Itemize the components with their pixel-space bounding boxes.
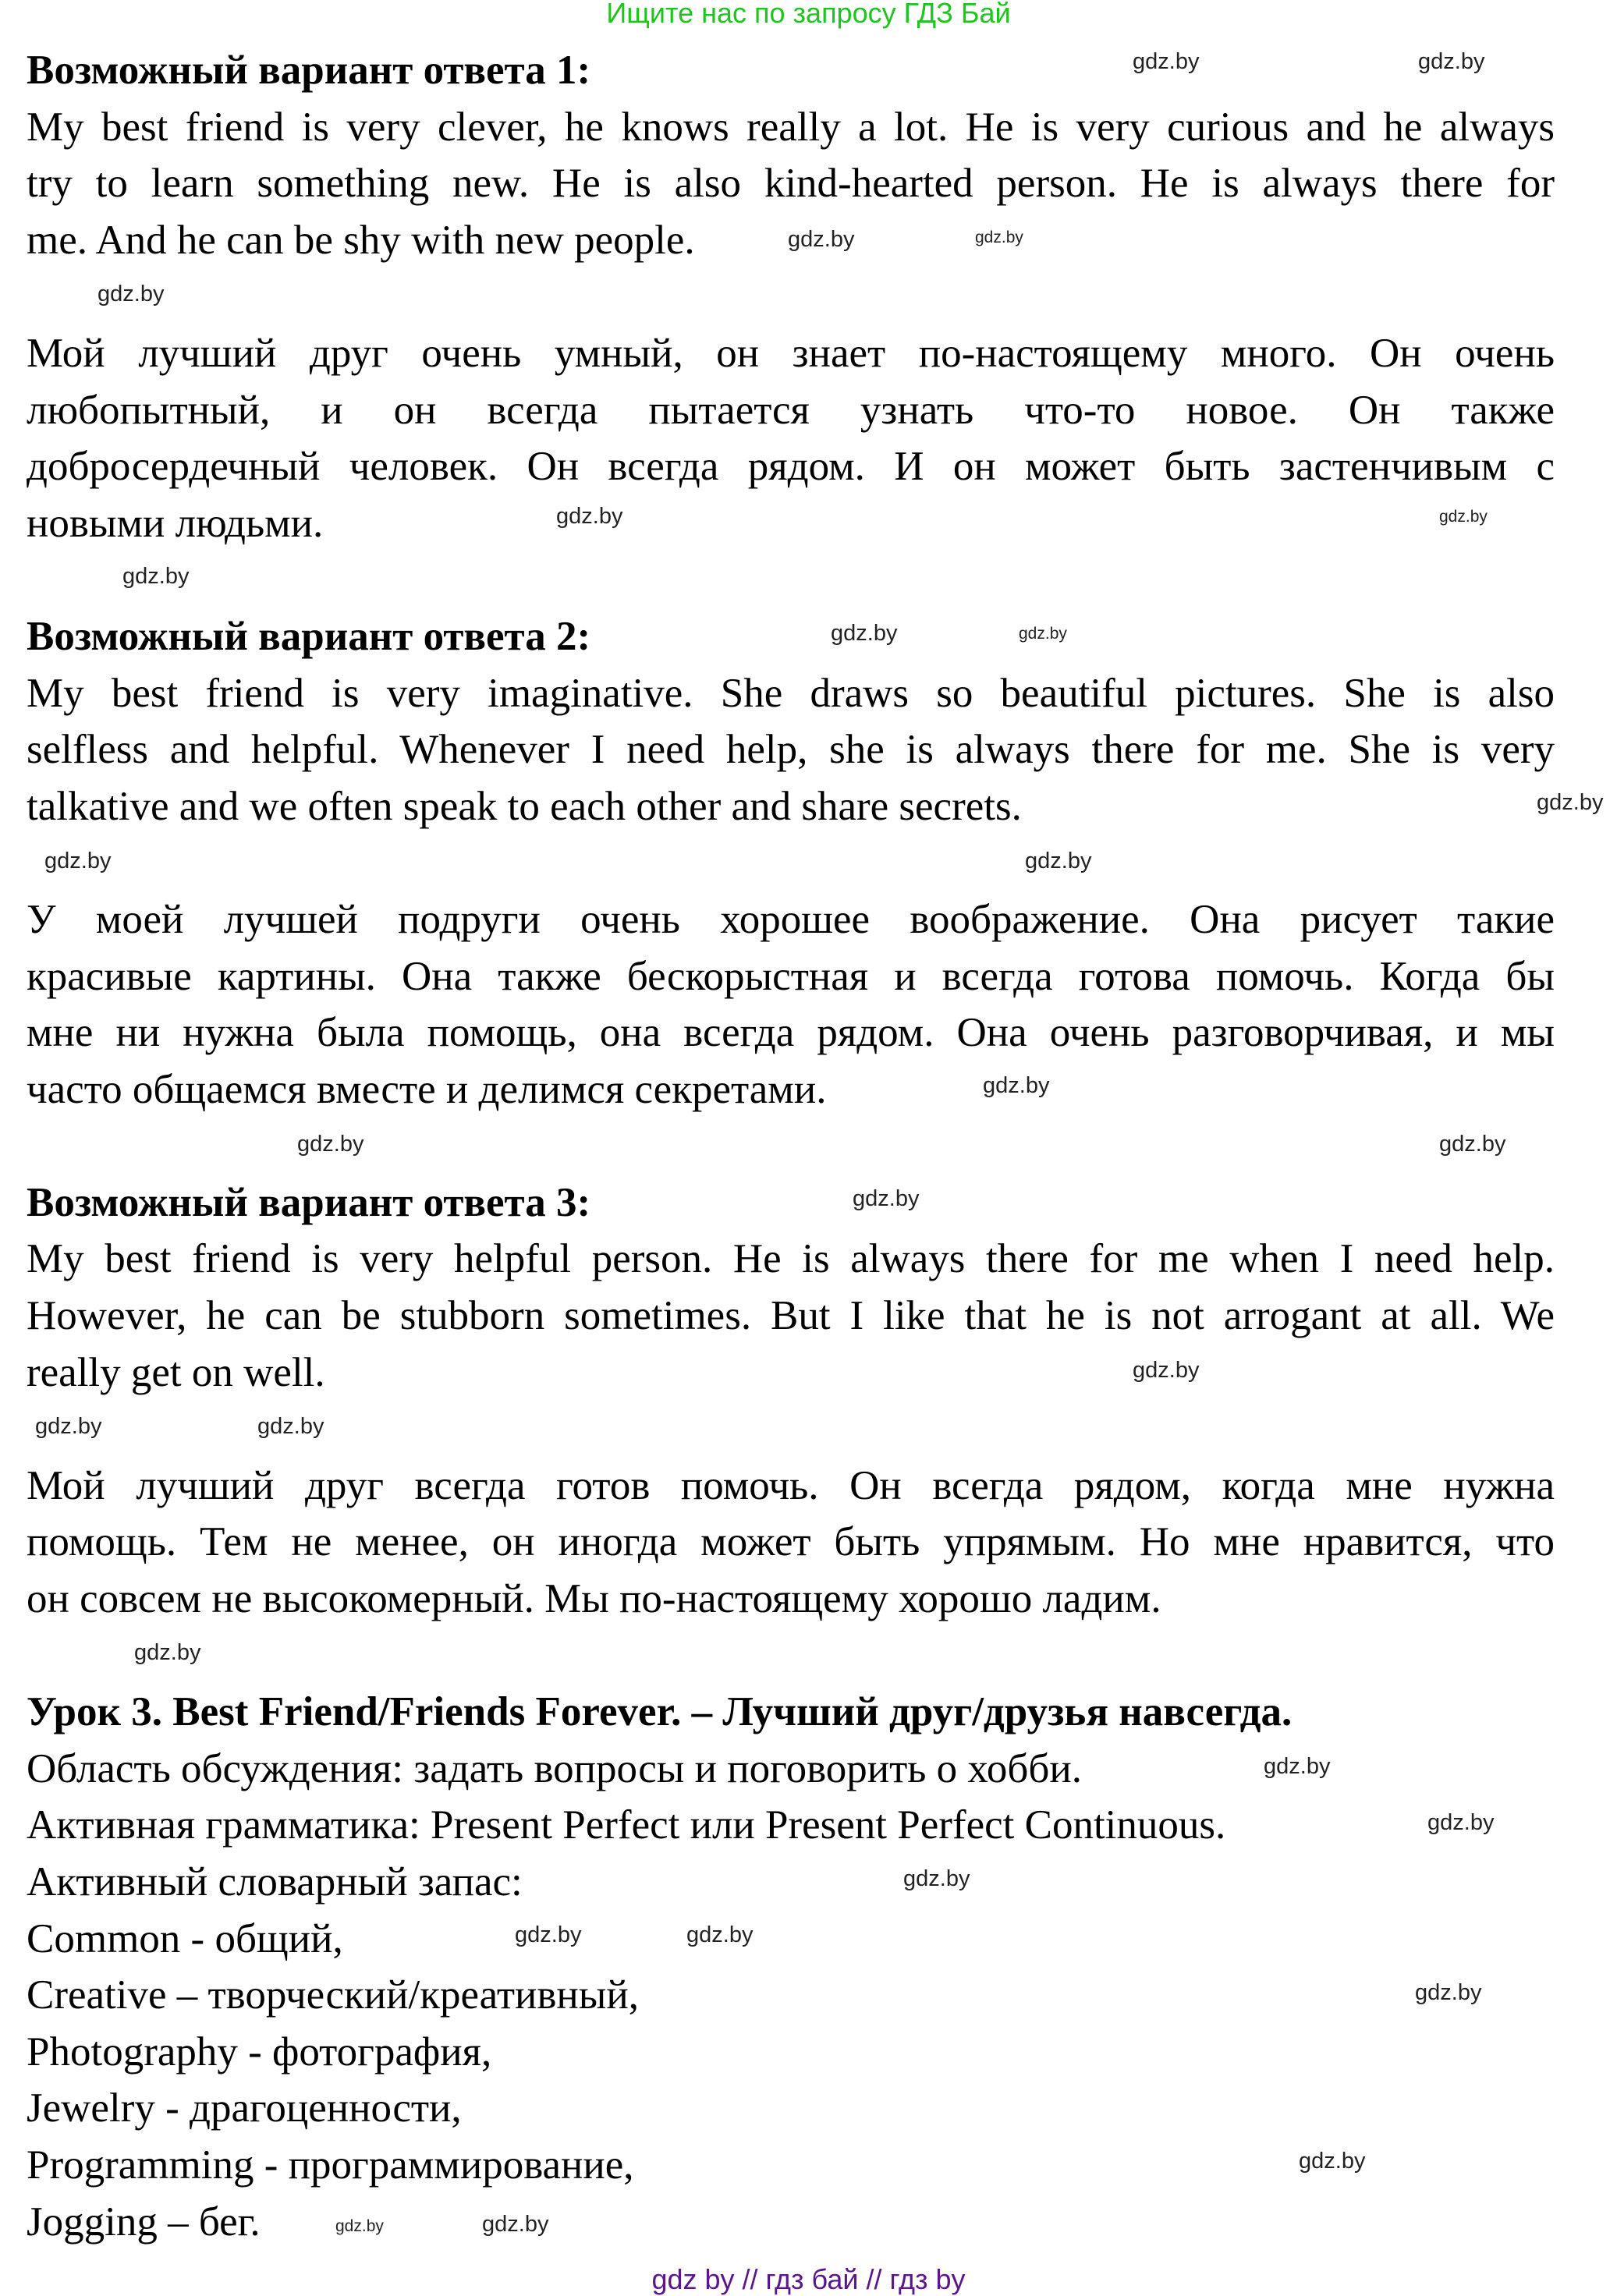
watermark: gdz.by <box>134 1640 201 1665</box>
watermark: gdz.by <box>1019 625 1067 643</box>
watermark: gdz.by <box>831 621 898 646</box>
watermark: gdz.by <box>853 1186 920 1211</box>
text-line: My best friend is very helpful person. He is always there for me when I need help. <box>27 1236 1555 1282</box>
text-line: часто общаемся вместе и делимся секретами. <box>27 1066 827 1112</box>
watermark: gdz.by <box>1427 1810 1495 1835</box>
text-line: really get on well. <box>27 1349 325 1395</box>
watermark: gdz.by <box>1537 790 1604 815</box>
footer-links[interactable]: gdz by // гдз бай // гдз by <box>651 2263 966 2295</box>
watermark: gdz.by <box>903 1866 970 1891</box>
text-line: try to learn something new. He is also kind-hearted person. He is always there for <box>27 161 1555 207</box>
text-line: новыми людьми. <box>27 500 324 546</box>
watermark: gdz.by <box>1025 849 1092 873</box>
text-line: красивые картины. Она также бескорыстная и всегда готова помочь. Когда бы <box>27 953 1555 999</box>
watermark: gdz.by <box>257 1414 324 1439</box>
watermark: gdz.by <box>44 849 112 873</box>
variant-1-heading: Возможный вариант ответа 1: <box>27 48 591 93</box>
text-line: My best friend is very imaginative. She draws so beautiful pictures. She is also <box>27 670 1555 716</box>
watermark: gdz.by <box>482 2212 549 2237</box>
vocab-item: Jewelry - драгоценности, <box>27 2085 462 2131</box>
text-line: добросердечный человек. Он всегда рядом. И он может быть застенчивым с <box>27 444 1555 490</box>
watermark: gdz.by <box>788 227 855 252</box>
lesson-line: Активная грамматика: Present Perfect или Present Perfect Continuous. <box>27 1802 1226 1848</box>
watermark: gdz.by <box>1299 2149 1366 2174</box>
watermark: gdz.by <box>1418 49 1485 74</box>
vocab-item: Photography - фотография, <box>27 2028 492 2075</box>
text-line: However, he can be stubborn sometimes. But I like that he is not arrogant at all. We <box>27 1293 1555 1339</box>
vocab-item: Creative – творческий/креативный, <box>27 1972 639 2018</box>
lesson-heading: Урок 3. Best Friend/Friends Forever. – Лучший друг/друзья навсегда. <box>27 1689 1293 1735</box>
text-line: talkative and we often speak to each other and share secrets. <box>27 783 1022 829</box>
text-line: selfless and helpful. Whenever I need help, she is always there for me. She is very <box>27 727 1555 773</box>
text-line: Мой лучший друг всегда готов помочь. Он всегда рядом, когда мне нужна <box>27 1462 1555 1508</box>
watermark: gdz.by <box>1439 508 1488 526</box>
vocab-item: Common - общий, <box>27 1915 343 1961</box>
search-banner: Ищите нас по запросу ГДЗ Бай <box>606 0 1011 29</box>
text-line: любопытный, и он всегда пытается узнать что-то новое. Он также <box>27 387 1555 433</box>
text-line: У моей лучшей подруги очень хорошее воображение. Она рисует такие <box>27 896 1555 942</box>
text-line: он совсем не высокомерный. Мы по-настоящему хорошо ладим. <box>27 1576 1161 1622</box>
watermark: gdz.by <box>1133 49 1200 74</box>
variant-2-heading: Возможный вариант ответа 2: <box>27 613 591 659</box>
watermark: gdz.by <box>1439 1132 1506 1157</box>
text-line: мне ни нужна была помощь, она всегда рядом. Она очень разговорчивая, и мы <box>27 1010 1555 1056</box>
variant-3-heading: Возможный вариант ответа 3: <box>27 1179 591 1225</box>
lesson-line: Область обсуждения: задать вопросы и поговорить о хобби. <box>27 1745 1082 1791</box>
watermark: gdz.by <box>515 1922 582 1947</box>
text-line: Мой лучший друг очень умный, он знает по-настоящему много. Он очень <box>27 330 1555 376</box>
watermark: gdz.by <box>686 1922 754 1947</box>
watermark: gdz.by <box>1264 1754 1331 1779</box>
lesson-line: Активный словарный запас: <box>27 1859 523 1904</box>
text-line: My best friend is very clever, he knows really a lot. He is very curious and he always <box>27 104 1555 150</box>
vocab-item: Programming - программирование, <box>27 2142 634 2188</box>
watermark: gdz.by <box>122 564 190 589</box>
watermark: gdz.by <box>975 229 1023 246</box>
text-line: помощь. Тем не менее, он иногда может быть упрямым. Но мне нравится, что <box>27 1519 1555 1565</box>
watermark: gdz.by <box>35 1414 102 1439</box>
watermark: gdz.by <box>1415 1980 1482 2005</box>
watermark: gdz.by <box>297 1132 364 1157</box>
watermark: gdz.by <box>556 504 623 529</box>
watermark: gdz.by <box>1133 1358 1200 1383</box>
text-line: me. And he can be shy with new people. <box>27 217 695 263</box>
watermark: gdz.by <box>983 1073 1050 1098</box>
watermark: gdz.by <box>335 2217 384 2235</box>
vocab-item: Jogging – бег. <box>27 2199 261 2245</box>
document-body <box>27 42 1555 2250</box>
watermark: gdz.by <box>98 282 165 306</box>
